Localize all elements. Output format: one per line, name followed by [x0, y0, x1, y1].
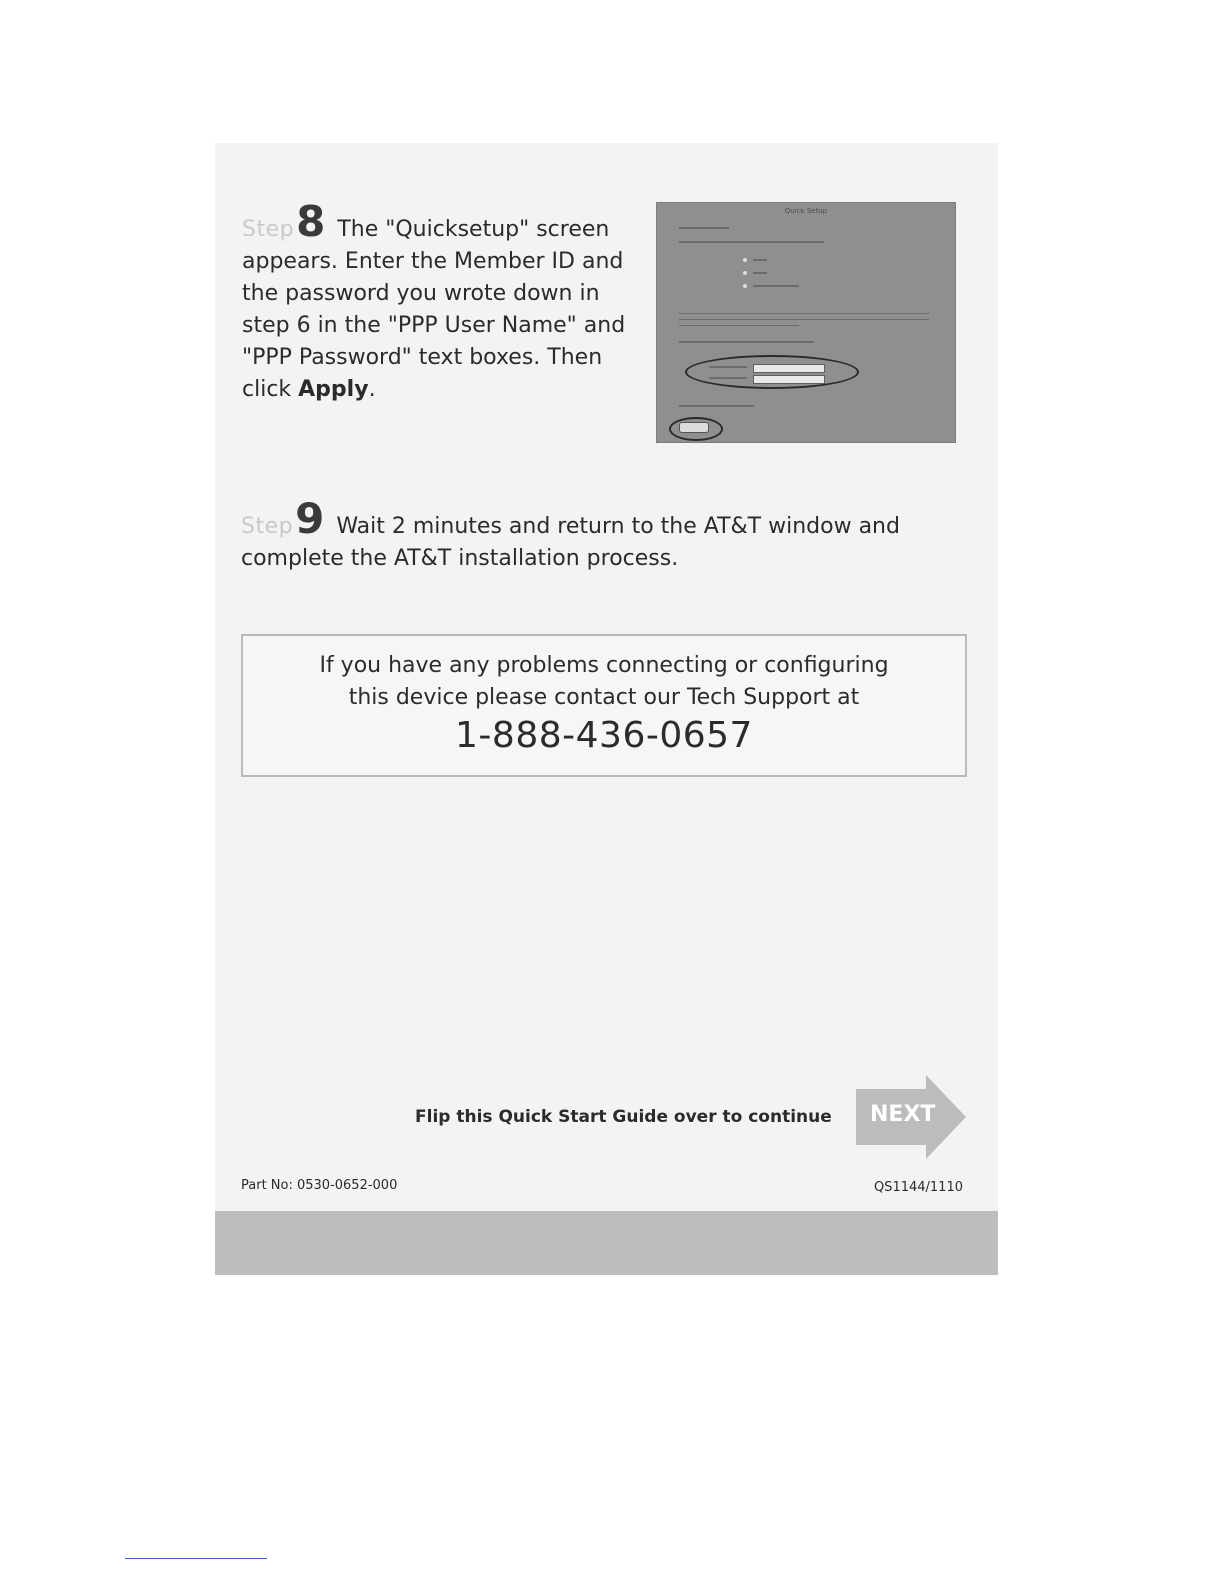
screenshot-text-line [679, 227, 729, 229]
next-arrow[interactable] [856, 1075, 968, 1159]
screenshot-title: Quick Setup [784, 207, 828, 215]
step-8-period: . [368, 377, 376, 402]
step-8-number: 8 [296, 197, 326, 246]
screenshot-text-line [679, 405, 754, 407]
screenshot-text-line [679, 313, 929, 314]
bottom-rule [125, 1558, 267, 1559]
step-8-body: The "Quicksetup" screen appears. Enter the Member ID and the password you wrote down in step 6 in the "PPP User Name" and "PPP Password" text boxes. Then click [242, 217, 626, 402]
screenshot-text-line [753, 285, 799, 287]
screenshot-text-line [709, 377, 747, 379]
screenshot-text-line [679, 325, 799, 326]
step-8-label: Step [242, 217, 295, 242]
step-8-section [242, 197, 642, 406]
step-9-label: Step [241, 514, 294, 539]
flip-instruction: Flip this Quick Start Guide over to continue [415, 1107, 832, 1127]
support-line-1: If you have any problems connecting or configuring [319, 653, 889, 678]
guide-card [215, 143, 998, 1275]
screenshot-radio [743, 271, 747, 275]
support-message [243, 650, 965, 714]
support-phone-number: 1-888-436-0657 [455, 715, 753, 756]
screenshot-text-line [709, 366, 747, 368]
step-9-body: Wait 2 minutes and return to the AT&T window and complete the AT&T installation process. [241, 514, 900, 571]
step-9-text [241, 494, 961, 575]
quick-setup-screenshot [656, 202, 956, 443]
screenshot-radio [743, 284, 747, 288]
step-8-apply: Apply [298, 377, 369, 402]
screenshot-password-field [753, 375, 825, 384]
support-line-2: this device please contact our Tech Support at [348, 685, 860, 710]
qs-code: QS1144/1110 [873, 1180, 963, 1195]
screenshot-text-line [679, 319, 929, 320]
tech-support-box [241, 634, 967, 777]
part-number: Part No: 0530-0652-000 [241, 1178, 398, 1193]
screenshot-radio [743, 258, 747, 262]
screenshot-text-line [679, 341, 814, 343]
step-9-number: 9 [295, 494, 325, 543]
screenshot-text-line [679, 241, 824, 243]
screenshot-text-line [753, 272, 767, 274]
screenshot-username-field [753, 364, 825, 373]
footer-band [215, 1211, 998, 1275]
next-label: NEXT [870, 1102, 936, 1127]
screenshot-apply-button [679, 422, 709, 433]
step-8-text [242, 197, 642, 406]
screenshot-text-line [753, 259, 767, 261]
step-9-section [241, 494, 961, 575]
